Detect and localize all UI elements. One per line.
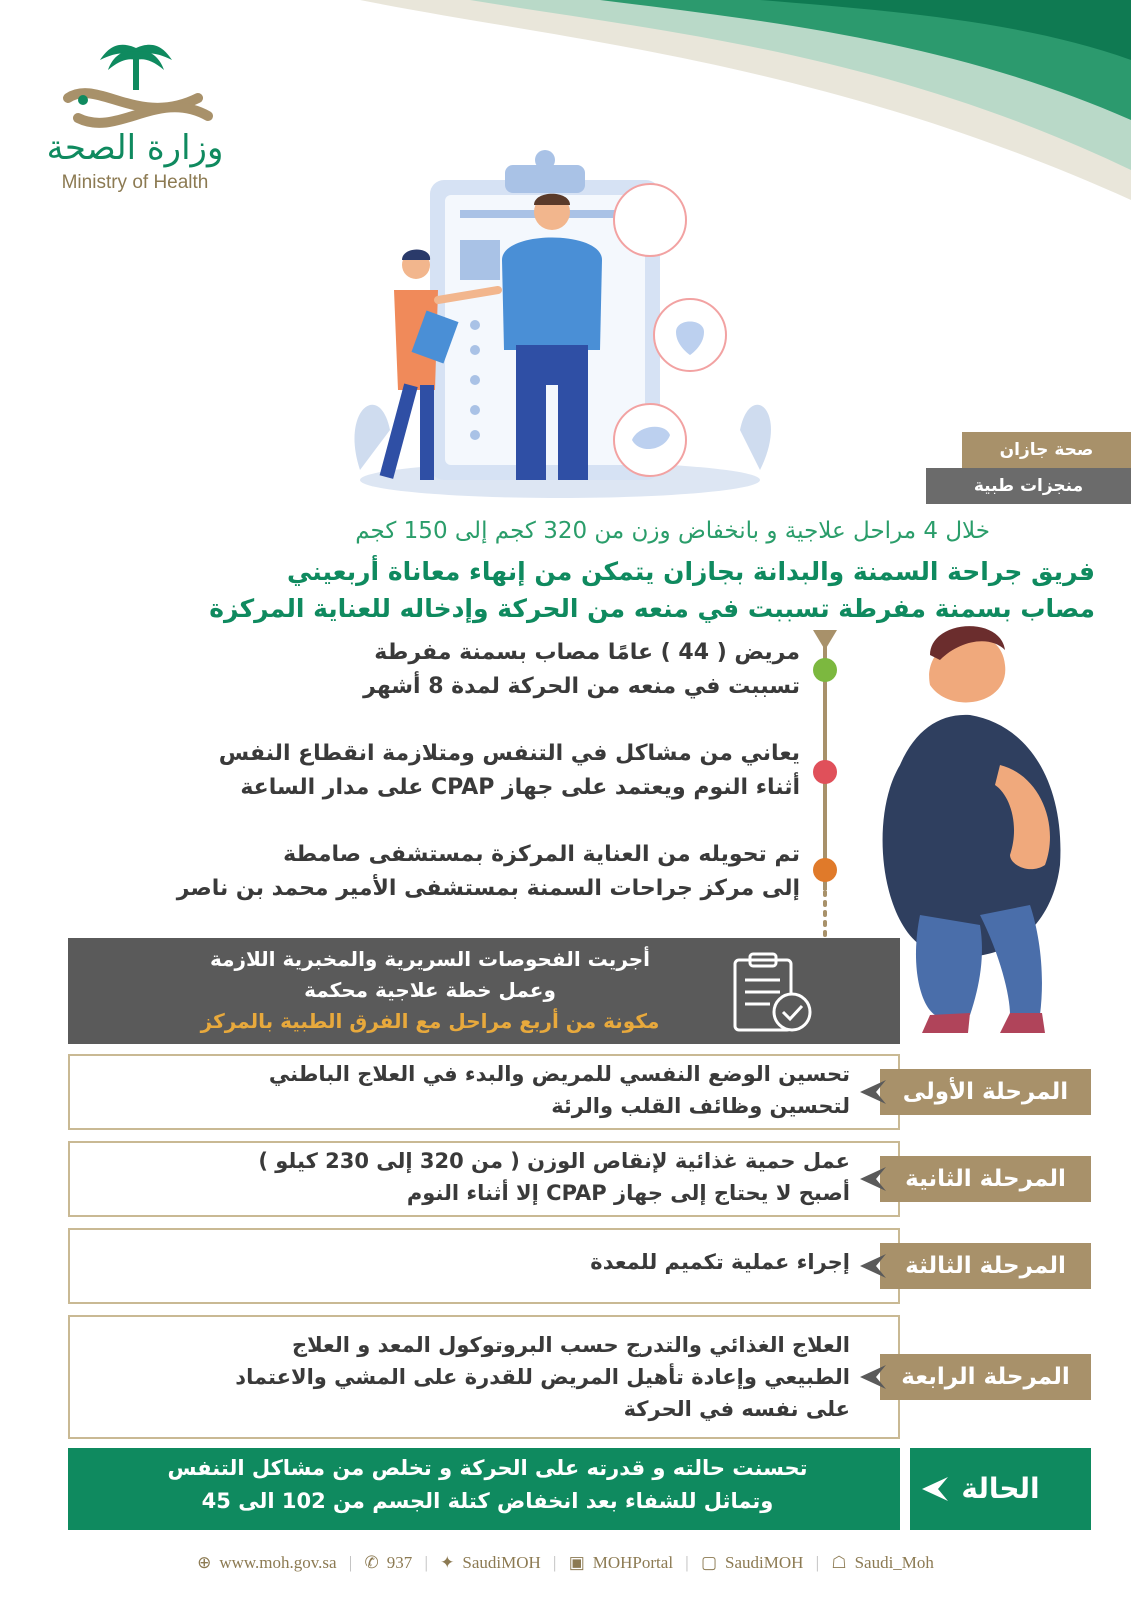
case-point-2-line-2: أثناء النوم ويعتمد على جهاز CPAP على مدار الساعة: [240, 775, 800, 800]
footer-phone[interactable]: 937: [386, 1553, 413, 1572]
phase-3-line-1: إجراء عملية تكميم للمعدة: [590, 1250, 850, 1274]
status-line-2: وتماثل للشفاء بعد انخفاض كتلة الجسم من 102 الى 45: [201, 1489, 774, 1513]
status-text: [90, 1452, 885, 1518]
timeline-dot-3: [813, 858, 837, 882]
phase-4-text: [80, 1329, 850, 1425]
case-point-1-line-2: تسببت في منعه من الحركة لمدة 8 أشهر: [363, 674, 800, 699]
clipboard-check-icon: [730, 950, 820, 1036]
phone-icon: ✆: [364, 1553, 379, 1572]
phase-4-label: المرحلة الرابعة: [880, 1354, 1091, 1400]
treatment-plan-line-2: وعمل خطة علاجية محكمة: [304, 978, 556, 1002]
phase-4-line-2: الطبيعي وإعادة تأهيل المريض للقدرة على المشي والاعتماد: [235, 1365, 850, 1389]
headline-line-2: مصاب بسمنة مفرطة تسببت في منعه من الحركة وإدخاله للعناية المركزة: [209, 594, 1095, 623]
footer-facebook[interactable]: SaudiMOH: [725, 1553, 804, 1572]
case-point-3-line-1: تم تحويله من العناية المركزة بمستشفى صامطة: [283, 842, 800, 867]
twitter-icon: ✦: [440, 1553, 455, 1572]
case-point-3: [10, 838, 800, 906]
doctor-patient-illustration: [320, 150, 800, 510]
case-point-2-line-1: يعاني من مشاكل في التنفس ومتلازمة انقطاع النفس: [218, 741, 800, 766]
treatment-plan-text: [150, 944, 710, 1037]
status-line-1: تحسنت حالته و قدرته على الحركة و تخلص من مشاكل التنفس: [167, 1456, 808, 1480]
case-point-1-line-1: مريض ( 44 ) عامًا مصاب بسمنة مفرطة: [374, 640, 800, 665]
phase-4-line-3: على نفسه في الحركة: [623, 1397, 850, 1421]
subtitle: خلال 4 مراحل علاجية و بانخفاض وزن من 320 كجم إلى 150 كجم: [355, 518, 990, 544]
treatment-plan-line-1: أجريت الفحوصات السريرية والمخبرية اللازمة: [209, 947, 651, 971]
logo-arabic-text: وزارة الصحة: [46, 128, 224, 168]
phase-3-text: [80, 1246, 850, 1278]
treatment-plan-line-3: مكونة من أربع مراحل مع الفرق الطبية بالمركز: [200, 1009, 660, 1033]
phase-1-line-1: تحسين الوضع النفسي للمريض والبدء في العلاج الباطني: [268, 1062, 850, 1086]
phase-2-label: المرحلة الثانية: [880, 1156, 1091, 1202]
phase-1-label: المرحلة الأولى: [880, 1069, 1091, 1115]
phase-4-line-1: العلاج الغذائي والتدرج حسب البروتوكول المعد و العلاج: [291, 1333, 850, 1357]
globe-icon: ⊕: [197, 1553, 212, 1572]
status-label: الحالة: [910, 1448, 1091, 1530]
phase-1-line-2: لتحسين وظائف القلب والرئة: [551, 1094, 850, 1118]
facebook-icon: ▢: [700, 1553, 718, 1572]
timeline-dot-2: [813, 760, 837, 784]
case-point-3-line-2: إلى مركز جراحات السمنة بمستشفى الأمير محمد بن ناصر: [176, 876, 800, 901]
youtube-icon: ▣: [568, 1553, 585, 1572]
status-arrow-icon: [920, 1474, 950, 1504]
phase-2-line-2: أصبح لا يحتاج إلى جهاز CPAP إلا أثناء النوم: [406, 1181, 850, 1205]
timeline-dot-1: [813, 658, 837, 682]
footer-twitter[interactable]: SaudiMOH: [462, 1553, 541, 1572]
case-point-1: [10, 636, 800, 704]
phase-2-line-1: عمل حمية غذائية لإنقاص الوزن ( من 320 إلى 230 كيلو ): [258, 1149, 850, 1173]
phase-3-arrow-icon: [858, 1251, 888, 1281]
footer-contacts: ⊕ www.moh.gov.sa | ✆ 937 | ✦ SaudiMOH | ▣ MOHPortal | ▢ SaudiMOH | ☖ Saudi_Moh: [197, 1553, 934, 1572]
region-tag: صحة جازان: [962, 432, 1131, 468]
category-tag: منجزات طبية: [926, 468, 1131, 504]
phase-1-text: [80, 1058, 850, 1122]
phase-1-arrow-icon: [858, 1077, 888, 1107]
phase-2-text: [80, 1145, 850, 1209]
phase-3-label: المرحلة الثالثة: [880, 1243, 1091, 1289]
phase-2-arrow-icon: [858, 1164, 888, 1194]
logo-english-text: Ministry of Health: [61, 172, 209, 193]
snapchat-icon: ☖: [831, 1553, 847, 1572]
headline-line-1: فريق جراحة السمنة والبدانة بجازان يتمكن من إنهاء معاناة أربعيني: [286, 557, 1095, 586]
footer-youtube[interactable]: MOHPortal: [592, 1553, 674, 1572]
case-point-2: [10, 737, 800, 805]
footer-website[interactable]: www.moh.gov.sa: [219, 1553, 337, 1572]
footer-snapchat[interactable]: Saudi_Moh: [854, 1553, 934, 1572]
phase-4-arrow-icon: [858, 1362, 888, 1392]
